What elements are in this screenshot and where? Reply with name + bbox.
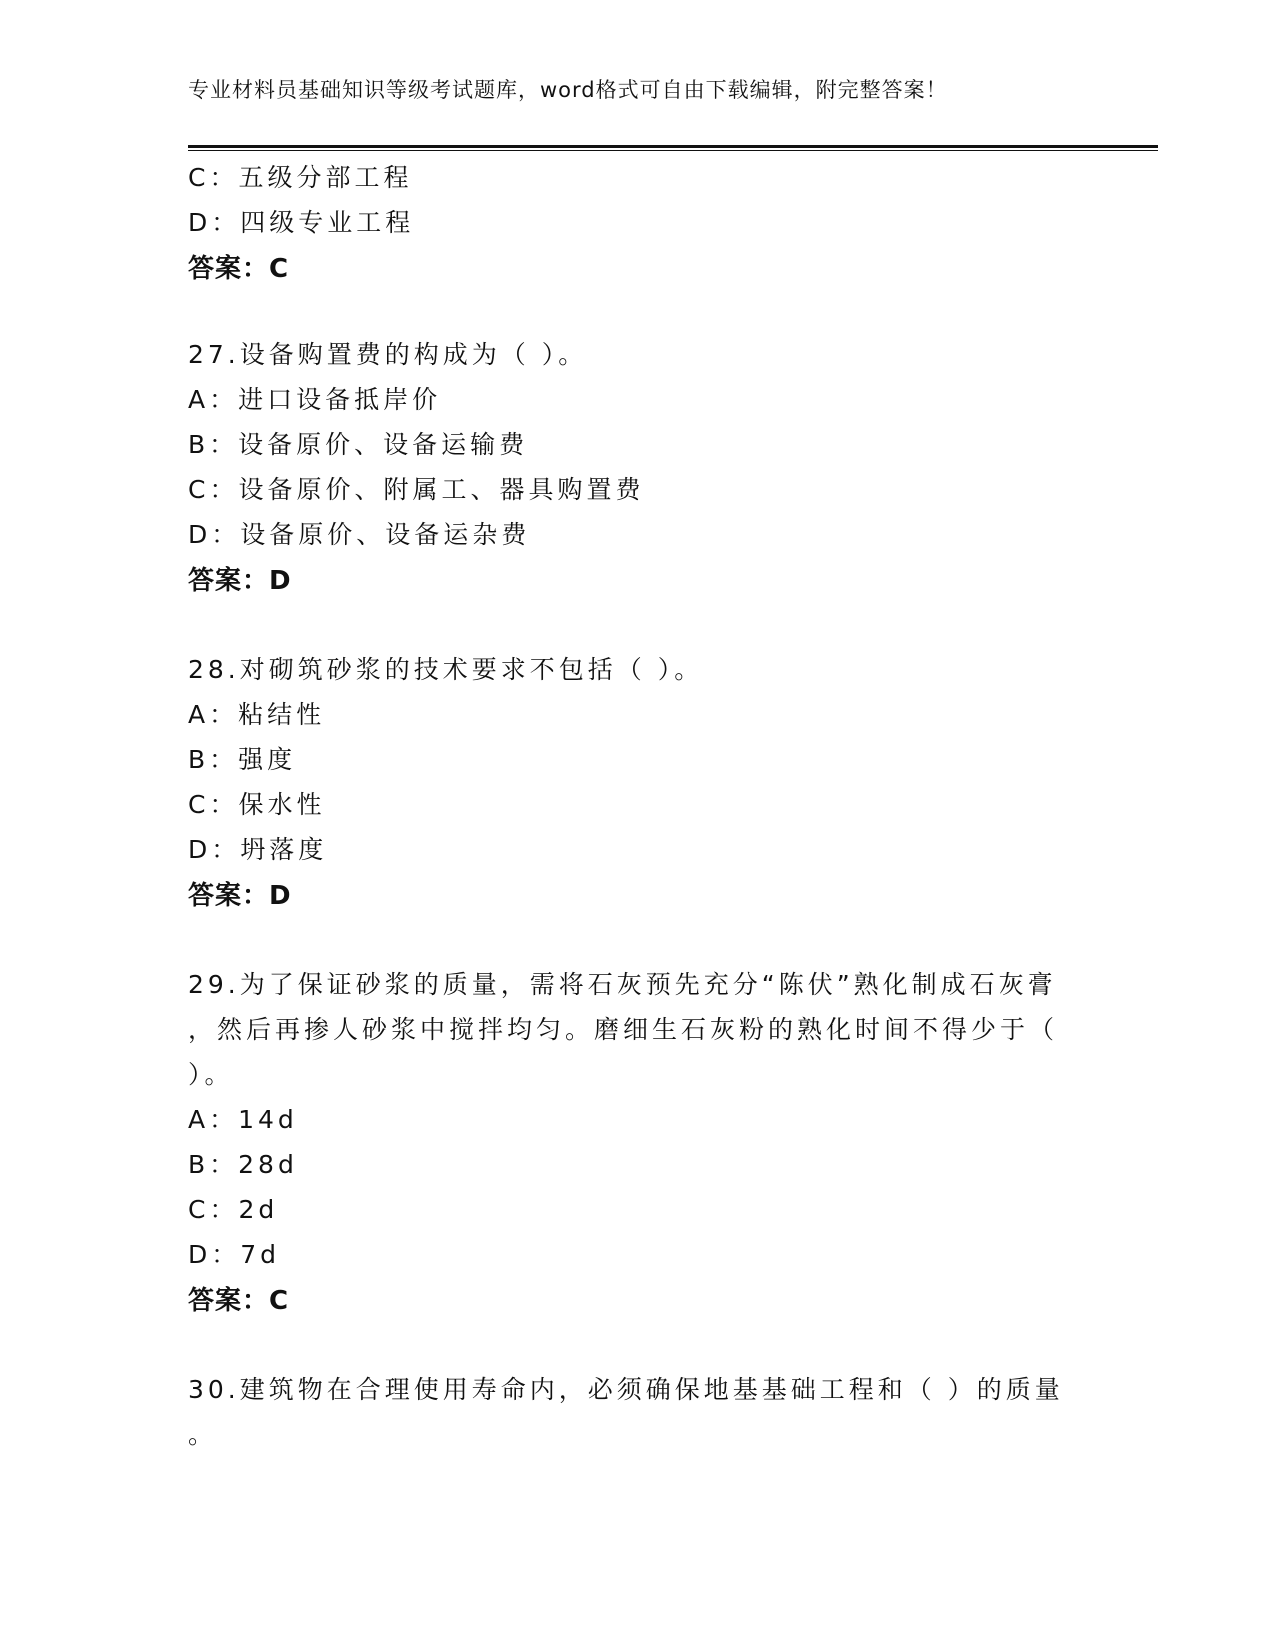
question-29-option-b: B：28d <box>188 1150 298 1179</box>
option-c-line: C：五级分部工程 <box>188 163 413 192</box>
question-28-option-a: A：粘结性 <box>188 700 326 729</box>
question-30-line-2: 。 <box>188 1420 218 1449</box>
header-rule-thick <box>188 145 1158 148</box>
answer-line: 答案：C <box>188 254 290 284</box>
option-d-line: D：四级专业工程 <box>188 208 415 237</box>
question-29-option-c: C：2d <box>188 1195 279 1224</box>
question-27-option-a: A：进口设备抵岸价 <box>188 385 442 414</box>
question-28-answer: 答案：D <box>188 881 292 911</box>
question-29-line-3: ）。 <box>188 1060 234 1089</box>
question-28-option-c: C：保水性 <box>188 790 326 819</box>
question-27-option-b: B：设备原价、设备运输费 <box>188 430 529 459</box>
page-header: 专业材料员基础知识等级考试题库，word格式可自由下载编辑，附完整答案！ <box>188 78 948 102</box>
question-29-line-1: 29.为了保证砂浆的质量，需将石灰预先充分“陈伏”熟化制成石灰膏 <box>188 970 1057 999</box>
question-28-option-b: B：强度 <box>188 745 297 774</box>
question-27-option-d: D：设备原价、设备运杂费 <box>188 520 531 549</box>
question-27: 27.设备购置费的构成为（ ）。 <box>188 340 588 369</box>
header-rule-thin <box>188 150 1158 151</box>
question-28-option-d: D：坍落度 <box>188 835 328 864</box>
question-28: 28.对砌筑砂浆的技术要求不包括（ ）。 <box>188 655 704 684</box>
question-29-line-2: ，然后再掺人砂浆中搅拌均匀。磨细生石灰粉的熟化时间不得少于（ <box>188 1015 1059 1044</box>
question-29-option-a: A：14d <box>188 1105 298 1134</box>
question-27-answer: 答案：D <box>188 566 292 596</box>
question-27-option-c: C：设备原价、附属工、器具购置费 <box>188 475 645 504</box>
question-30-line-1: 30.建筑物在合理使用寿命内，必须确保地基基础工程和（ ）的质量 <box>188 1375 1064 1404</box>
question-29-answer: 答案：C <box>188 1286 290 1316</box>
question-29-option-d: D：7d <box>188 1240 281 1269</box>
